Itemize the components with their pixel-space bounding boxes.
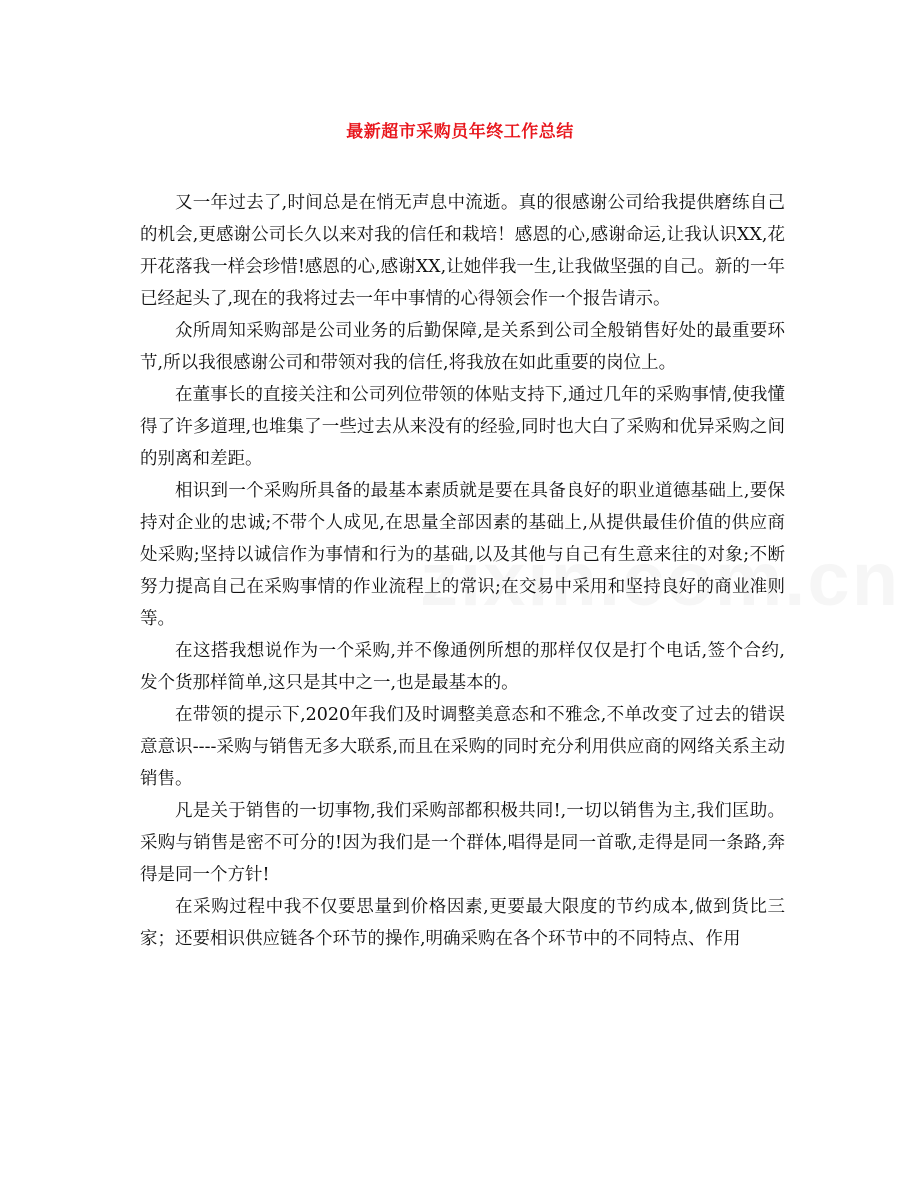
paragraph: 在采购过程中我不仅要思量到价格因素,更要最大限度的节约成本,做到货比三家；还要相识供应链各个环节的操作,明确采购在各个环节中的不同特点、作用: [140, 897, 785, 949]
paragraph: 又一年过去了,时间总是在悄无声息中流逝。真的很感谢公司给我提供磨练自己的机会,更感谢公司长久以来对我的信任和栽培！感恩的心,感谢命运,让我认识XX,花开花落我一样会珍惜!感恩的心,感谢XX,让她伴我一生,让我做坚强的自己。新的一年已经起头了,现在的我将过去一年中事情的心得领会作一个报告请示。: [140, 193, 785, 309]
paragraph: 凡是关于销售的一切事物,我们采购部都积极共同!,一切以销售为主,我们匡助。采购与销售是密不可分的!因为我们是一个群体,唱得是同一首歌,走得是同一条路,奔得是同一个方针!: [140, 801, 785, 885]
paragraph: 众所周知采购部是公司业务的后勤保障,是关系到公司全般销售好处的最重要环节,所以我很感谢公司和带领对我的信任,将我放在如此重要的岗位上。: [140, 321, 785, 373]
paragraph: 在带领的提示下,2020年我们及时调整美意态和不雅念,不单改变了过去的错误意意识----采购与销售无多大联系,而且在采购的同时充分利用供应商的网络关系主动销售。: [140, 705, 785, 789]
paragraph: 在这搭我想说作为一个采购,并不像通例所想的那样仅仅是打个电话,签个合约,发个货那样简单,这只是其中之一,也是最基本的。: [140, 641, 785, 693]
document-body: [140, 187, 785, 955]
paragraph: 相识到一个采购所具备的最基本素质就是要在具备良好的职业道德基础上,要保持对企业的忠诚;不带个人成见,在思量全部因素的基础上,从提供最佳价值的供应商处采购;坚持以诚信作为事情和行为的基础,以及其他与自己有生意来往的对象;不断努力提高自己在采购事情的作业流程上的常识;在交易中采用和坚持良好的商业准则等。: [140, 481, 785, 629]
document-title: 最新超市采购员年终工作总结: [346, 122, 574, 142]
paragraph: 在董事长的直接关注和公司列位带领的体贴支持下,通过几年的采购事情,使我懂得了许多道理,也堆集了一些过去从来没有的经验,同时也大白了采购和优异采购之间的别离和差距。: [140, 385, 785, 469]
